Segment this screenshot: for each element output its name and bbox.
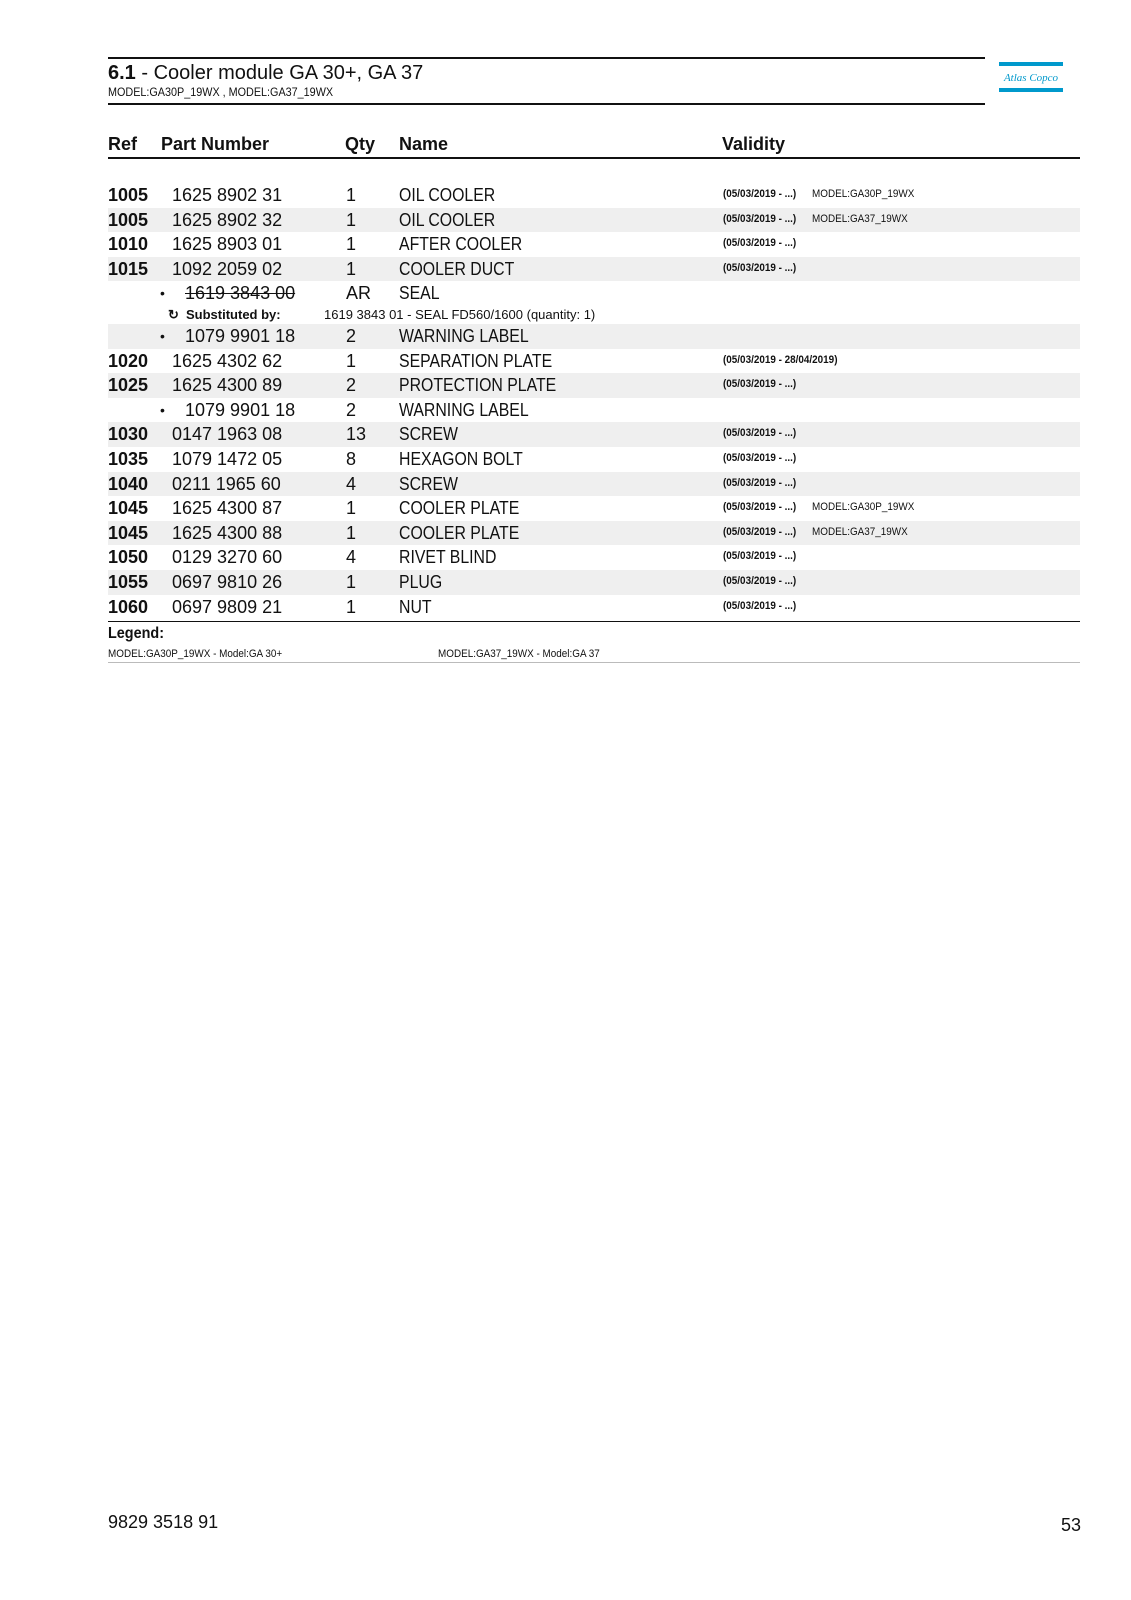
row-part-number: 1092 2059 02 bbox=[172, 258, 283, 279]
column-headers bbox=[108, 133, 1080, 159]
table-row-child bbox=[108, 324, 1080, 349]
page-title bbox=[108, 62, 423, 84]
row-model: MODEL:GA30P_19WX bbox=[812, 501, 915, 514]
table-row bbox=[108, 422, 1080, 447]
row-part-number: 1625 4300 88 bbox=[172, 522, 283, 543]
row-part-number: 1079 9901 18 bbox=[185, 325, 296, 346]
row-ref: 1050 bbox=[108, 547, 149, 568]
row-part-number: 1625 8902 31 bbox=[172, 185, 283, 205]
row-part-number: 1625 4300 89 bbox=[172, 375, 283, 396]
row-qty: 2 bbox=[346, 325, 357, 346]
table-row bbox=[108, 570, 1080, 595]
row-model: MODEL:GA30P_19WX bbox=[812, 188, 915, 200]
table-row bbox=[108, 208, 1080, 233]
row-qty: 1 bbox=[346, 571, 357, 592]
row-name: OIL COOLER bbox=[399, 185, 496, 205]
row-name: WARNING LABEL bbox=[399, 399, 529, 420]
col-qty: Qty bbox=[345, 134, 376, 154]
row-validity: (05/03/2019 - ...) bbox=[723, 476, 797, 489]
table-row bbox=[108, 496, 1080, 521]
row-qty: 1 bbox=[346, 498, 357, 519]
row-ref: 1045 bbox=[108, 498, 149, 519]
legend bbox=[108, 621, 1080, 663]
row-model: MODEL:GA37_19WX bbox=[812, 212, 908, 225]
atlas-copco-logo bbox=[999, 62, 1063, 94]
row-name: PROTECTION PLATE bbox=[399, 375, 557, 396]
logo-text: Atlas Copco bbox=[1003, 72, 1059, 84]
col-name: Name bbox=[399, 134, 449, 154]
row-name: COOLER DUCT bbox=[399, 258, 515, 279]
row-name: HEXAGON BOLT bbox=[399, 448, 523, 469]
row-name: AFTER COOLER bbox=[399, 234, 523, 255]
row-part-number: 1625 8903 01 bbox=[172, 234, 283, 255]
row-ref: 1040 bbox=[108, 473, 149, 494]
row-qty: 2 bbox=[346, 375, 357, 396]
row-validity: (05/03/2019 - ...) bbox=[723, 501, 797, 514]
table-row bbox=[108, 349, 1080, 374]
title-separator: - bbox=[135, 62, 154, 84]
row-part-number: 1079 1472 05 bbox=[172, 448, 283, 469]
row-qty: 4 bbox=[346, 473, 357, 494]
row-name: NUT bbox=[399, 596, 432, 617]
row-validity: (05/03/2019 - ...) bbox=[723, 237, 797, 250]
legend-item: MODEL:GA37_19WX - Model:GA 37 bbox=[438, 648, 600, 660]
row-part-number: 1625 4302 62 bbox=[172, 350, 283, 371]
row-qty: 1 bbox=[346, 596, 357, 617]
legend-title: Legend: bbox=[108, 625, 164, 642]
model-list: MODEL:GA30P_19WX , MODEL:GA37_19WX bbox=[108, 85, 334, 99]
legend-item: MODEL:GA30P_19WX - Model:GA 30+ bbox=[108, 648, 283, 660]
row-ref: 1060 bbox=[108, 596, 149, 617]
row-validity: (05/03/2019 - ...) bbox=[723, 550, 797, 563]
row-part-number: 0697 9809 21 bbox=[172, 596, 283, 617]
row-name: SEPARATION PLATE bbox=[399, 350, 553, 371]
col-ref: Ref bbox=[108, 134, 138, 154]
row-validity: (05/03/2019 - ...) bbox=[723, 378, 797, 391]
row-validity: (05/03/2019 - ...) bbox=[723, 525, 797, 538]
row-ref: 1005 bbox=[108, 185, 149, 205]
substitution-note bbox=[108, 306, 1080, 324]
row-name: RIVET BLIND bbox=[399, 547, 497, 568]
table-row-child bbox=[108, 281, 1080, 306]
table-row bbox=[108, 257, 1080, 282]
refresh-icon: ↻ bbox=[168, 306, 179, 322]
bullet-icon: • bbox=[160, 327, 165, 344]
row-name: COOLER PLATE bbox=[399, 522, 520, 543]
row-validity: (05/03/2019 - ...) bbox=[723, 599, 797, 612]
row-ref: 1045 bbox=[108, 522, 149, 543]
table-row bbox=[108, 472, 1080, 497]
row-name: SCREW bbox=[399, 473, 458, 494]
row-validity: (05/03/2019 - ...) bbox=[723, 188, 797, 200]
row-name: OIL COOLER bbox=[399, 209, 496, 230]
row-ref: 1010 bbox=[108, 234, 149, 255]
row-ref: 1030 bbox=[108, 424, 149, 445]
table-row bbox=[108, 232, 1080, 257]
row-part-number: 1079 9901 18 bbox=[185, 399, 296, 420]
row-validity: (05/03/2019 - ...) bbox=[723, 261, 797, 274]
parts-table bbox=[108, 183, 1080, 619]
row-qty: 1 bbox=[346, 522, 357, 543]
row-name: COOLER PLATE bbox=[399, 498, 520, 519]
section-title: Cooler module GA 30+, GA 37 bbox=[153, 62, 424, 84]
row-qty: 1 bbox=[346, 350, 357, 371]
row-validity: (05/03/2019 - ...) bbox=[723, 451, 797, 464]
row-ref: 1035 bbox=[108, 448, 149, 469]
col-validity: Validity bbox=[722, 134, 786, 154]
row-name: SEAL bbox=[399, 283, 440, 304]
row-part-number: 0129 3270 60 bbox=[172, 547, 283, 568]
bullet-icon: • bbox=[160, 401, 165, 418]
row-qty: 8 bbox=[346, 448, 357, 469]
row-model: MODEL:GA37_19WX bbox=[812, 525, 908, 538]
row-qty: 1 bbox=[346, 234, 357, 255]
table-row bbox=[108, 373, 1080, 398]
substitution-text: 1619 3843 01 - SEAL FD560/1600 (quantity: 1) bbox=[324, 306, 596, 322]
row-name: WARNING LABEL bbox=[399, 325, 529, 346]
table-row-child bbox=[108, 398, 1080, 423]
table-row bbox=[108, 545, 1080, 570]
section-number: 6.1 bbox=[108, 62, 136, 84]
row-validity: (05/03/2019 - 28/04/2019) bbox=[723, 353, 838, 366]
table-row bbox=[108, 595, 1080, 620]
row-qty: 1 bbox=[346, 258, 357, 279]
row-part-number: 1625 8902 32 bbox=[172, 209, 283, 230]
row-qty: 1 bbox=[346, 209, 357, 230]
row-part-number: 0211 1965 60 bbox=[172, 473, 281, 494]
table-row bbox=[108, 447, 1080, 472]
row-name: PLUG bbox=[399, 571, 443, 592]
row-ref: 1025 bbox=[108, 375, 149, 396]
row-qty: 2 bbox=[346, 399, 357, 420]
bullet-icon: • bbox=[160, 285, 165, 302]
substitution-label: Substituted by: bbox=[186, 306, 281, 322]
row-ref: 1005 bbox=[108, 209, 149, 230]
row-validity: (05/03/2019 - ...) bbox=[723, 212, 797, 225]
table-row bbox=[108, 183, 1080, 208]
row-qty: 1 bbox=[346, 185, 357, 205]
row-ref: 1015 bbox=[108, 258, 149, 279]
page-number: 53 bbox=[1060, 1515, 1081, 1535]
row-ref: 1020 bbox=[108, 350, 149, 371]
table-row bbox=[108, 521, 1080, 546]
page-header bbox=[108, 57, 985, 105]
document-number: 9829 3518 91 bbox=[108, 1512, 219, 1532]
row-validity: (05/03/2019 - ...) bbox=[723, 574, 797, 587]
row-validity: (05/03/2019 - ...) bbox=[723, 427, 797, 440]
row-part-number: 0697 9810 26 bbox=[172, 571, 283, 592]
row-qty: 4 bbox=[346, 547, 357, 568]
row-part-number: 0147 1963 08 bbox=[172, 424, 283, 445]
row-part-number: 1625 4300 87 bbox=[172, 498, 283, 519]
row-ref: 1055 bbox=[108, 571, 149, 592]
row-name: SCREW bbox=[399, 424, 458, 445]
row-part-number-superseded: 1619 3843 00 bbox=[185, 283, 296, 304]
col-part-number: Part Number bbox=[161, 134, 270, 154]
row-qty: AR bbox=[346, 283, 372, 304]
row-qty: 13 bbox=[346, 424, 367, 445]
